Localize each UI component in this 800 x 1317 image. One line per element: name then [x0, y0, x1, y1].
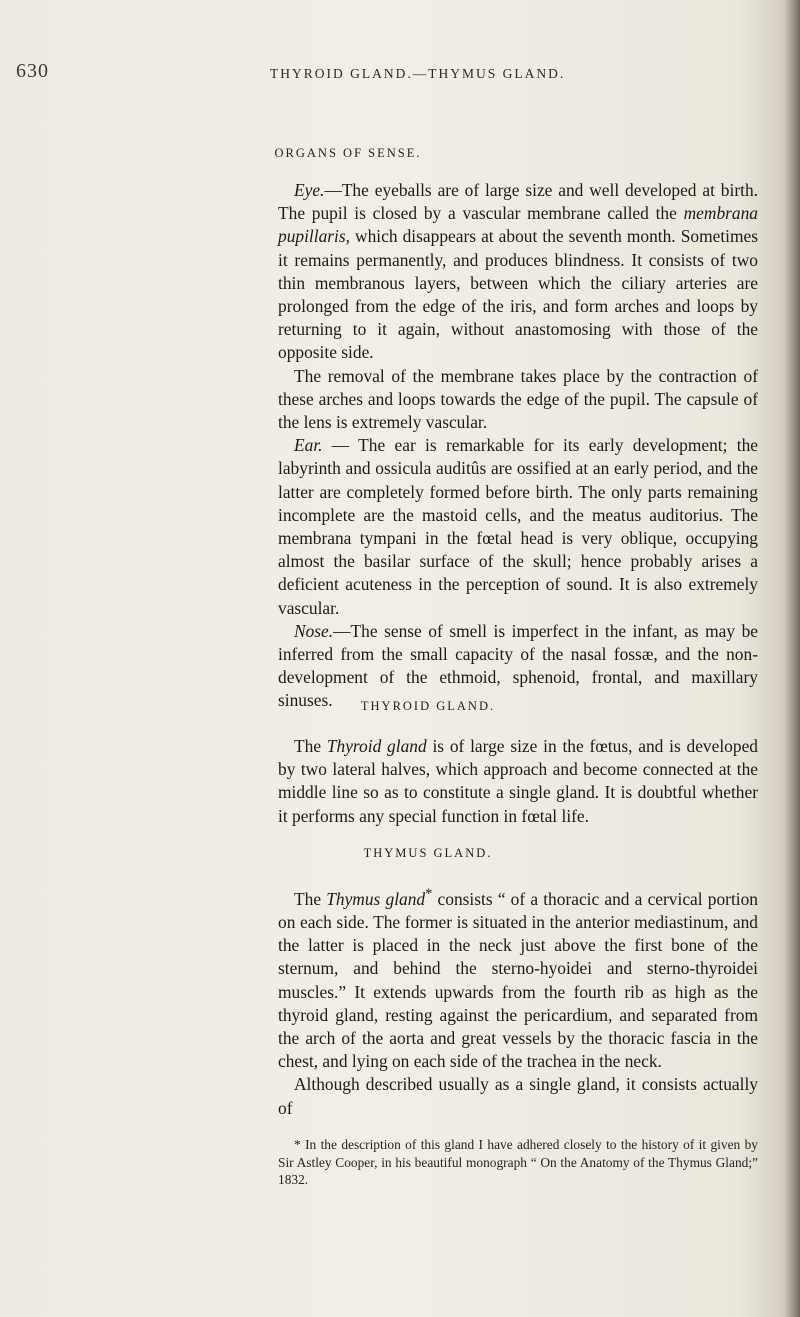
thyroid-gland-body	[278, 735, 758, 828]
nose-lead: Nose.	[294, 620, 334, 641]
footnote-marker: *	[425, 886, 433, 902]
paragraph-thymus-2: Although described usually as a single gland, it consists actually of	[278, 1074, 758, 1118]
term-thyroid-gland: Thyroid gland	[326, 736, 427, 756]
heading-thyroid-gland: THYROID GLAND.	[360, 699, 496, 713]
heading-organs-of-sense: ORGANS OF SENSE.	[274, 146, 422, 160]
term-thymus-gland: Thymus gland	[326, 888, 426, 909]
footnote	[278, 1136, 758, 1189]
paragraph-ear: Ear. — The ear is remarkable for its early development; the labyrinth and ossicula auditûs are ossified at an early period, and the latter are completely formed before birth. The only parts remaining incomplete are the mastoid cells, and the meatus auditorius. The membrana tympani in the fœtal head is very oblique, occupying almost the basilar surface of the skull; hence probably arises a deficient acuteness in the perception of sound. It is also extremely vascular.	[278, 435, 758, 618]
ear-lead: Ear.	[294, 435, 323, 456]
eye-lead: Eye.	[294, 180, 325, 200]
heading-thymus-gland: THYMUS GLAND.	[363, 846, 493, 860]
paragraph-thymus: The Thymus gland* consists “ of a thoracic and a cervical portion on each side. The former is situated in the anterior mediastinum, and the latter is placed in the neck just above the first bone of the sternum, and behind the sterno-hyoidei and sterno-thyroidei muscles.” It extends upwards from the fourth rib as high as the thyroid gland, resting against the pericardium, and separated from the arch of the aorta and great vessels by the thoracic fascia in the chest, and lying on each side of the trachea in the neck.	[278, 886, 758, 1072]
thymus-gland-body	[278, 883, 758, 1120]
paragraph-eye-2: The removal of the membrane takes place by the contraction of these arches and loops towards the edge of the pupil. The capsule of the lens is extremely vascular.	[278, 365, 758, 433]
organs-of-sense-body	[278, 179, 758, 713]
term-membrana-pupillaris: membrana pupillaris,	[278, 203, 758, 247]
page-number: 630	[16, 60, 49, 82]
footnote-text: * In the description of this gland I have adhered closely to the history of it given by Sir Astley Cooper, in his beautiful monograph “ On the Anatomy of the Thymus Gland;” 1832.	[278, 1137, 758, 1187]
page-edge-shadow	[784, 0, 800, 1317]
paragraph-nose: Nose.—The sense of smell is imperfect in the infant, as may be inferred from the small capacity of the nasal fossæ, and the non-development of the ethmoid, sphenoid, frontal, and maxillary sinuses.	[278, 620, 758, 711]
paragraph-thyroid: The Thyroid gland is of large size in the fœtus, and is developed by two lateral halves, which approach and become connected at the middle line so as to constitute a single gland. It is doubtful whether it performs any special function in fœtal life.	[278, 736, 758, 826]
paragraph-eye: Eye.—The eyeballs are of large size and well developed at birth. The pupil is closed by a vascular membrane called the membrana pupillaris, which disappears at about the seventh month. Sometimes it remains permanently, and produces blindness. It consists of two thin membranous layers, between which the ciliary arteries are prolonged from the edge of the iris, and form arches and loops by returning to it again, without anastomosing with those of the opposite side.	[278, 180, 758, 363]
running-head: THYROID GLAND.—THYMUS GLAND.	[270, 66, 566, 81]
